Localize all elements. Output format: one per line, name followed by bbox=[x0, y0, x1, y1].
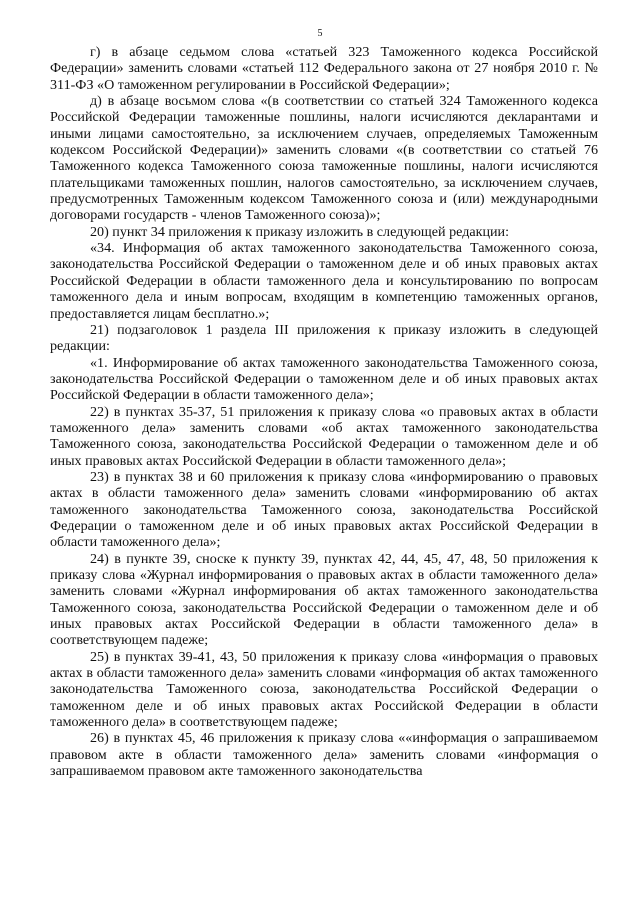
paragraph-subheading-1-text: «1. Информирование об актах таможенного законодательства Таможенного союза, законодательства Российской Федерации о таможенном деле и об иных правовых актах Российской Федерации в области таможенного дела»; bbox=[50, 354, 598, 404]
paragraph-item-25: 25) в пунктах 39-41, 43, 50 приложения к приказу слова «информация о правовых актах в области таможенного дела» заменить словами «информация об актах таможенного законодательства Таможенного союза, законодательства Российской Федерации о таможенном деле и об иных правовых актах Российской Федерации в области таможенного дела» в соответствующем падеже; bbox=[50, 648, 598, 731]
paragraph-item-20: 20) пункт 34 приложения к приказу изложить в следующей редакции: bbox=[90, 223, 510, 240]
paragraph-item-21: 21) подзаголовок 1 раздела III приложения к приказу изложить в следующей редакции: bbox=[50, 321, 598, 355]
page-number: 5 bbox=[317, 28, 323, 39]
paragraph-item-22: 22) в пунктах 35-37, 51 приложения к приказу слова «о правовых актах в области таможенного дела» заменить словами «об актах таможенного законодательства Таможенного союза, законодательства Российской Федерации о таможенном деле и об иных правовых актах Российской Федерации в области таможенного дела»; bbox=[50, 403, 598, 469]
paragraph-item-34-text: «34. Информация об актах таможенного законодательства Таможенного союза, законодательства Российской Федерации о таможенном деле и об иных правовых актах Российской Федерации в области таможенного дела и консультированию по вопросам таможенного дела и иным вопросам, входящим в компетенцию таможенных органов, предоставляется лицам бесплатно.»; bbox=[50, 240, 598, 322]
document-body bbox=[50, 44, 598, 779]
paragraph-amendment-g: г) в абзаце седьмом слова «статьей 323 Таможенного кодекса Российской Федерации» заменить словами «статьей 112 Федерального закона от 27 ноября 2010 г. № 311-ФЗ «О таможенном регулировании в Российской Федерации»; bbox=[50, 44, 598, 93]
paragraph-item-23: 23) в пунктах 38 и 60 приложения к приказу слова «информированию о правовых актах в области таможенного дела» заменить словами «информированию об актах таможенного законодательства Таможенного союза, законодательства Российской Федерации о таможенном деле и об иных правовых актах Российской Федерации в области таможенного дела»; bbox=[50, 468, 598, 551]
paragraph-amendment-d: д) в абзаце восьмом слова «(в соответствии со статьей 324 Таможенного кодекса Российской Федерации таможенные пошлины, налоги исчисляются декларантами и иными лицами самостоятельно, за исключением случаев, определяемых Таможенным кодексом Российской Федерации)» заменить словами «(в соответствии со статьей 76 Таможенного кодекса Таможенного союза таможенные пошлины, налоги исчисляются плательщиками таможенных пошлин, налогов самостоятельно, за исключением случаев, предусмотренных Таможенным кодексом Таможенного союза и (или) международными договорами государств - членов Таможенного союза)»; bbox=[50, 93, 598, 224]
paragraph-item-24: 24) в пункте 39, сноске к пункту 39, пунктах 42, 44, 45, 47, 48, 50 приложения к приказу слова «Журнал информирования о правовых актах в области таможенного дела» заменить словами «Журнал информирования об актах таможенного законодательства Таможенного союза, законодательства Российской Федерации о таможенном деле и об иных правовых актах Российской Федерации в области таможенного дела» в соответствующем падеже; bbox=[50, 550, 598, 649]
paragraph-item-26: 26) в пунктах 45, 46 приложения к приказу слова ««информация о запрашиваемом правовом акте в области таможенного дела» заменить словами «информация о запрашиваемом правовом акте таможенного законодательства bbox=[50, 730, 598, 780]
